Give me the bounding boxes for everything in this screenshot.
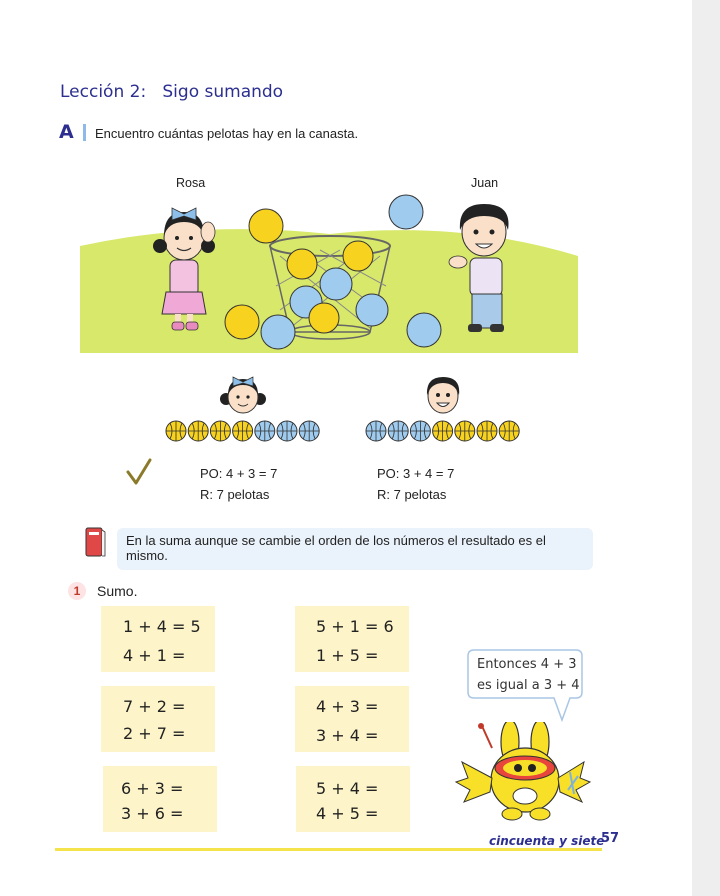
yellow-ball-icon [455,421,475,441]
yellow-ball-icon [210,421,230,441]
speech-bubble-text [477,654,580,696]
blue-ball-icon [277,421,297,441]
blue-ball-icon [388,421,408,441]
checkmark-icon [126,458,152,486]
equation: 5 + 1 = 6 [316,617,394,636]
scene-svg [80,160,578,353]
speech-line-1: Entonces 4 + 3 [477,657,577,672]
juan-name-label: Juan [471,176,499,190]
juan-ball-row [365,420,525,442]
footer-line [55,848,602,851]
book-icon [83,524,107,560]
footer-page-words: cincuenta y siete [489,834,605,848]
rosa-head-icon [220,373,266,415]
exercise-instruction: Sumo. [97,583,138,599]
equation[interactable]: 6 + 3 = [121,779,184,798]
rosa-ball-row [165,420,325,442]
yellow-ball-icon [188,421,208,441]
rosa-name-label: Rosa [176,176,206,190]
lesson-label: Lección 2: [60,82,147,102]
blue-ball-icon [299,421,319,441]
equation[interactable]: 2 + 7 = [123,724,186,743]
rosa-answer: R: 7 pelotas [200,487,270,502]
juan-head-icon [421,373,465,415]
rule-note-text: En la suma aunque se cambie el orden de los números el resultado es el mismo. [126,533,546,563]
right-margin-strip [692,0,720,896]
mascot-rabbit-icon [452,722,592,830]
yellow-ball-icon [233,421,253,441]
blue-ball-icon [410,421,430,441]
equation[interactable]: 3 + 6 = [121,804,184,823]
yellow-ball-icon [166,421,186,441]
basket-scene-illustration [80,160,578,353]
equation[interactable]: 1 + 5 = [316,646,379,665]
juan-answer: R: 7 pelotas [377,487,447,502]
yellow-ball-icon [433,421,453,441]
speech-line-2: es igual a 3 + 4 [477,678,580,693]
equation[interactable]: 5 + 4 = [316,779,379,798]
section-divider [83,124,86,141]
blue-ball-icon [255,421,275,441]
yellow-ball-icon [477,421,497,441]
lesson-title [60,82,283,102]
equation[interactable]: 4 + 5 = [316,804,379,823]
yellow-ball-icon [499,421,519,441]
section-instruction: Encuentro cuántas pelotas hay en la canasta. [95,126,359,141]
exercise-number: 1 [68,582,86,600]
equation[interactable]: 4 + 3 = [316,697,379,716]
lesson-name: Sigo sumando [162,82,284,102]
section-letter: A [59,121,74,143]
rosa-po: PO: 4 + 3 = 7 [200,466,278,481]
equation[interactable]: 3 + 4 = [316,726,379,745]
equation: 1 + 4 = 5 [123,617,201,636]
equation[interactable]: 7 + 2 = [123,697,186,716]
juan-operation [377,463,454,505]
rosa-operation [200,463,277,505]
blue-ball-icon [366,421,386,441]
page-number: 57 [601,831,620,846]
equation[interactable]: 4 + 1 = [123,646,186,665]
juan-po: PO: 3 + 4 = 7 [377,466,455,481]
